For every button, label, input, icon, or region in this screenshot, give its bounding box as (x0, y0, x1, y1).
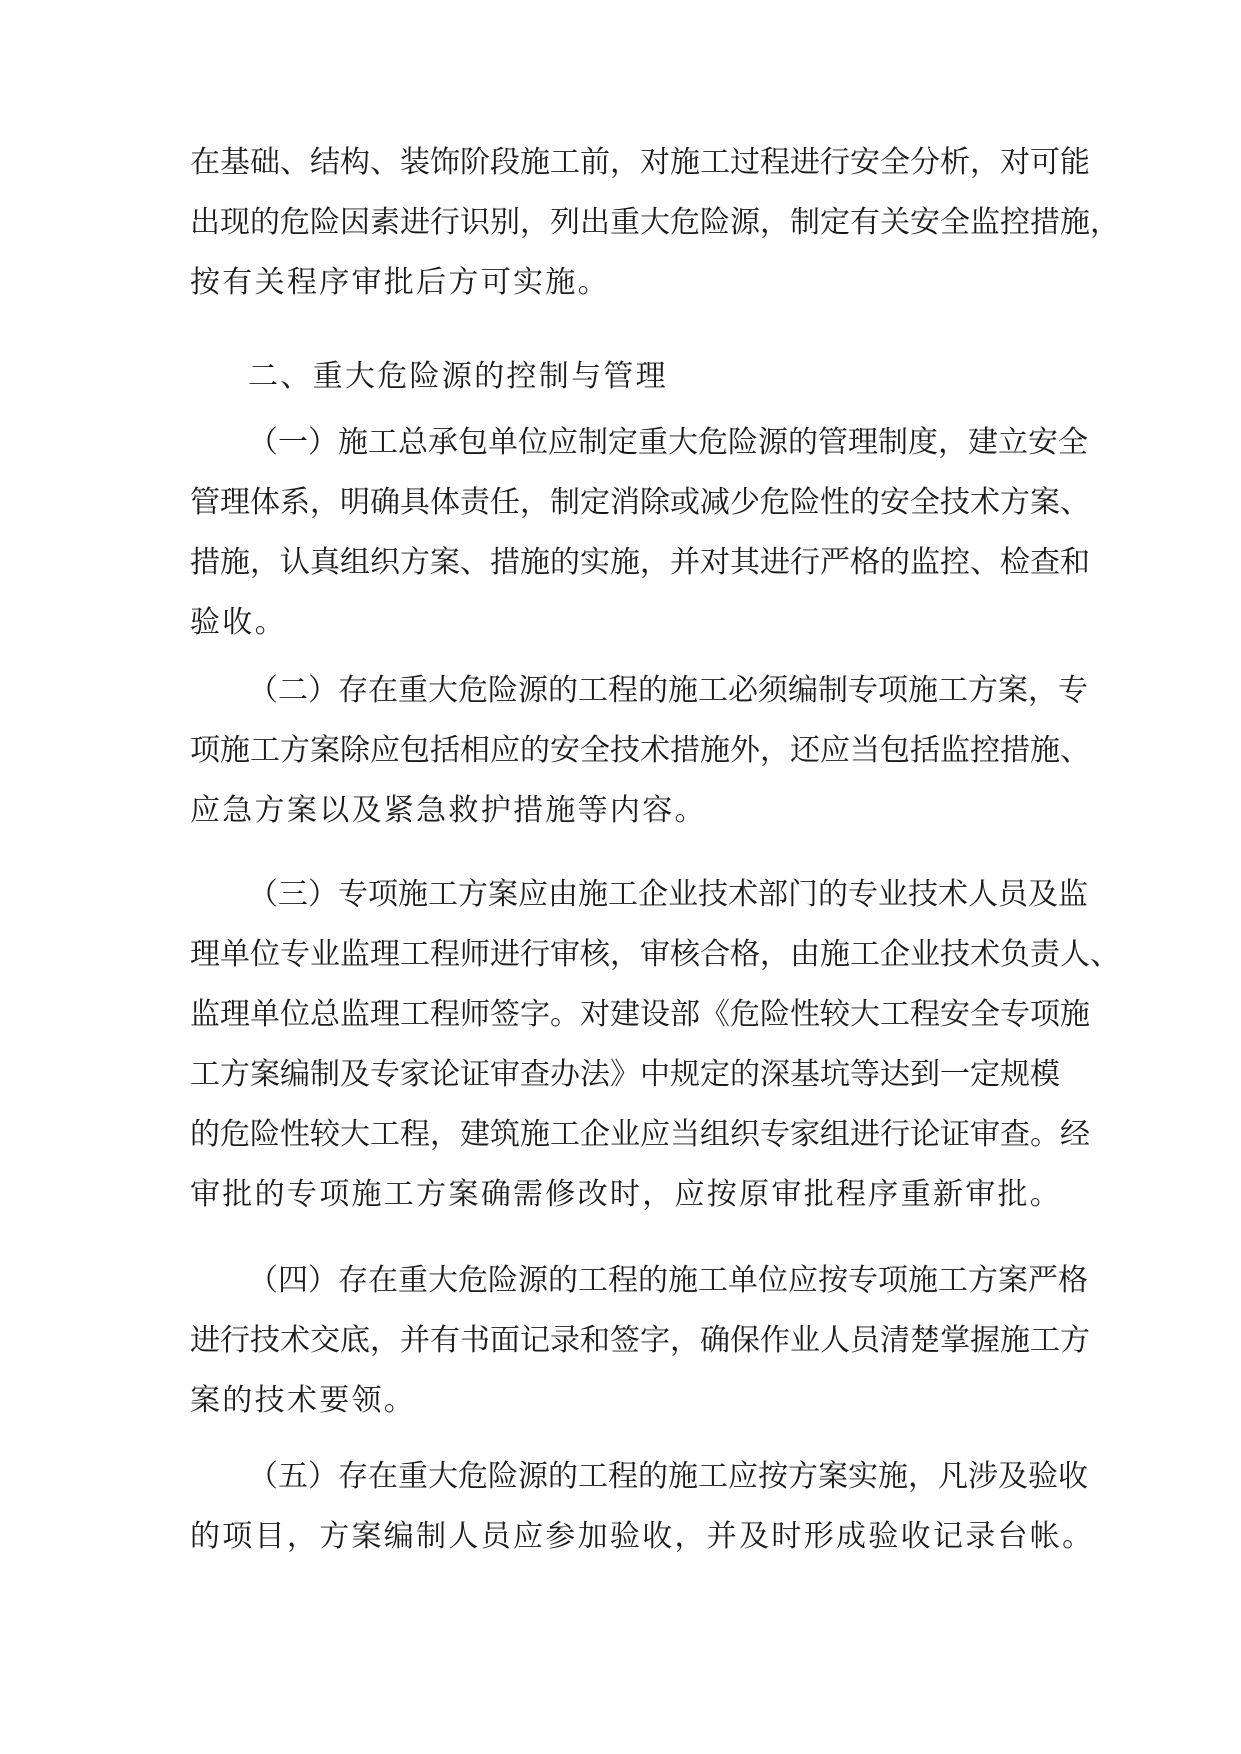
text-line: 出现的危险因素进行识别，列出重大危险源，制定有关安全监控措施， (190, 205, 1120, 240)
text-line: 验收。 (190, 605, 287, 640)
text-line: 按有关程序审批后方可实施。 (190, 265, 610, 300)
text-line: 的项目，方案编制人员应参加验收，并及时形成验收记录台帐。 (190, 1519, 1095, 1554)
section-heading: 二、重大危险源的控制与管理 (248, 359, 668, 394)
text-line: 措施，认真组织方案、措施的实施，并对其进行严格的监控、检查和 (190, 545, 1090, 580)
text-line: （二）存在重大危险源的工程的施工必须编制专项施工方案，专 (248, 673, 1088, 708)
text-line: 案的技术要领。 (190, 1383, 417, 1418)
text-line: 理单位专业监理工程师进行审核，审核合格，由施工企业技术负责人、 (190, 937, 1120, 972)
text-line: 进行技术交底，并有书面记录和签字，确保作业人员清楚掌握施工方 (190, 1323, 1090, 1358)
text-line: 管理体系，明确具体责任，制定消除或减少危险性的安全技术方案、 (190, 485, 1090, 520)
text-line: 审批的专项施工方案确需修改时，应按原审批程序重新审批。 (190, 1177, 1063, 1212)
text-line: （五）存在重大危险源的工程的施工应按方案实施，凡涉及验收 (248, 1459, 1088, 1494)
text-line: 工方案编制及专家论证审查办法》中规定的深基坑等达到一定规模 (190, 1057, 1060, 1092)
text-line: 应急方案以及紧急救护措施等内容。 (190, 793, 707, 828)
text-line: （三）专项施工方案应由施工企业技术部门的专业技术人员及监 (248, 877, 1088, 912)
text-line: 的危险性较大工程，建筑施工企业应当组织专家组进行论证审查。经 (190, 1117, 1090, 1152)
text-line: （四）存在重大危险源的工程的施工单位应按专项施工方案严格 (248, 1263, 1088, 1298)
text-line: 监理单位总监理工程师签字。对建设部《危险性较大工程安全专项施 (190, 997, 1090, 1032)
text-line: 在基础、结构、装饰阶段施工前，对施工过程进行安全分析，对可能 (190, 145, 1090, 180)
text-line: 项施工方案除应包括相应的安全技术措施外，还应当包括监控措施、 (190, 733, 1090, 768)
text-line: （一）施工总承包单位应制定重大危险源的管理制度，建立安全 (248, 425, 1088, 460)
